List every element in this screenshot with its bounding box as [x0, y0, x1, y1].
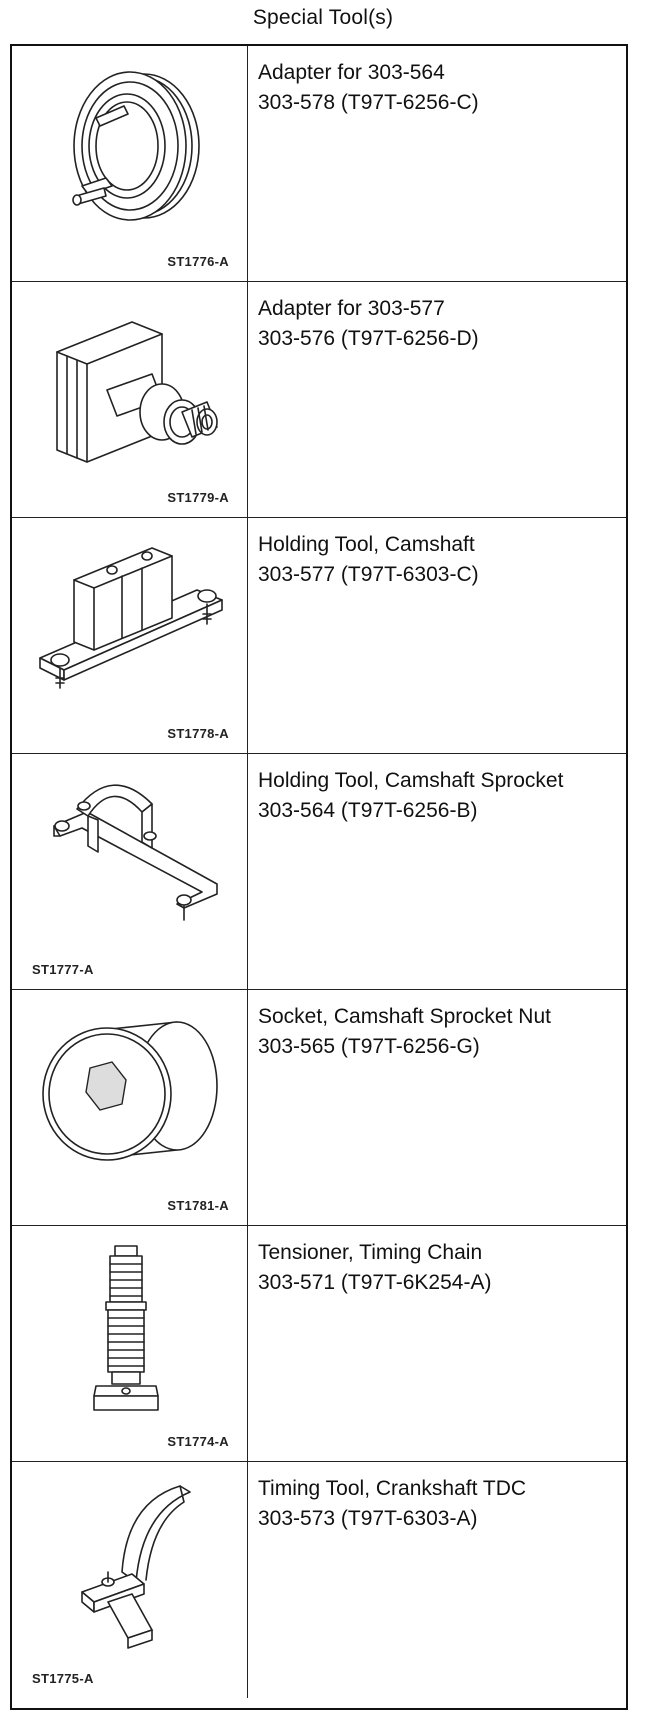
- tool-name: Socket, Camshaft Sprocket Nut: [258, 1005, 551, 1028]
- tool-row: [12, 1226, 626, 1462]
- figure-label: ST1776-A: [167, 254, 229, 269]
- tool-name: Holding Tool, Camshaft: [258, 533, 475, 556]
- tool-name: Adapter for 303-577: [258, 297, 445, 320]
- tool-part-number: 303-565 (T97T-6256-G): [258, 1035, 480, 1058]
- figure-label: ST1781-A: [167, 1198, 229, 1213]
- tool-image-cell: [12, 282, 248, 517]
- tool-row: [12, 518, 626, 754]
- tool-image-cell: [12, 1226, 248, 1461]
- tool-part-number: 303-564 (T97T-6256-B): [258, 799, 478, 822]
- tool-image-cell: [12, 46, 248, 281]
- tool-name: Adapter for 303-564: [258, 61, 445, 84]
- sprocket-holding-tool-icon: [12, 754, 247, 989]
- tool-description: [258, 1238, 622, 1298]
- adapter-block-icon: [12, 282, 247, 517]
- tool-row: [12, 754, 626, 990]
- tool-name: Tensioner, Timing Chain: [258, 1241, 483, 1264]
- figure-label: ST1778-A: [167, 726, 229, 741]
- tool-row: [12, 282, 626, 518]
- socket-icon: [12, 990, 247, 1225]
- tool-description: [258, 294, 622, 354]
- tool-part-number: 303-571 (T97T-6K254-A): [258, 1271, 492, 1294]
- figure-label: ST1779-A: [167, 490, 229, 505]
- special-tools-table: [10, 44, 628, 1710]
- figure-label: ST1775-A: [32, 1671, 94, 1686]
- tool-part-number: 303-578 (T97T-6256-C): [258, 91, 479, 114]
- tool-image-cell: [12, 754, 248, 989]
- tool-name: Holding Tool, Camshaft Sprocket: [258, 769, 564, 792]
- tool-image-cell: [12, 518, 248, 753]
- tool-description: [258, 58, 622, 118]
- tool-description: [258, 766, 622, 826]
- tensioner-icon: [12, 1226, 247, 1461]
- tool-name: Timing Tool, Crankshaft TDC: [258, 1477, 527, 1500]
- adapter-pulley-icon: [12, 46, 247, 281]
- figure-label: ST1777-A: [32, 962, 94, 977]
- tool-image-cell: [12, 1462, 248, 1698]
- tool-row: [12, 1462, 626, 1698]
- tool-part-number: 303-576 (T97T-6256-D): [258, 327, 479, 350]
- tool-description: [258, 530, 622, 590]
- figure-label: ST1774-A: [167, 1434, 229, 1449]
- tool-image-cell: [12, 990, 248, 1225]
- tool-row: [12, 46, 626, 282]
- tool-row: [12, 990, 626, 1226]
- page-title: Special Tool(s): [252, 6, 394, 29]
- tool-description: [258, 1002, 622, 1062]
- tool-part-number: 303-577 (T97T-6303-C): [258, 563, 479, 586]
- timing-tool-icon: [12, 1462, 247, 1697]
- tool-part-number: 303-573 (T97T-6303-A): [258, 1507, 478, 1530]
- tool-description: [258, 1474, 622, 1534]
- camshaft-holding-tool-icon: [12, 518, 247, 753]
